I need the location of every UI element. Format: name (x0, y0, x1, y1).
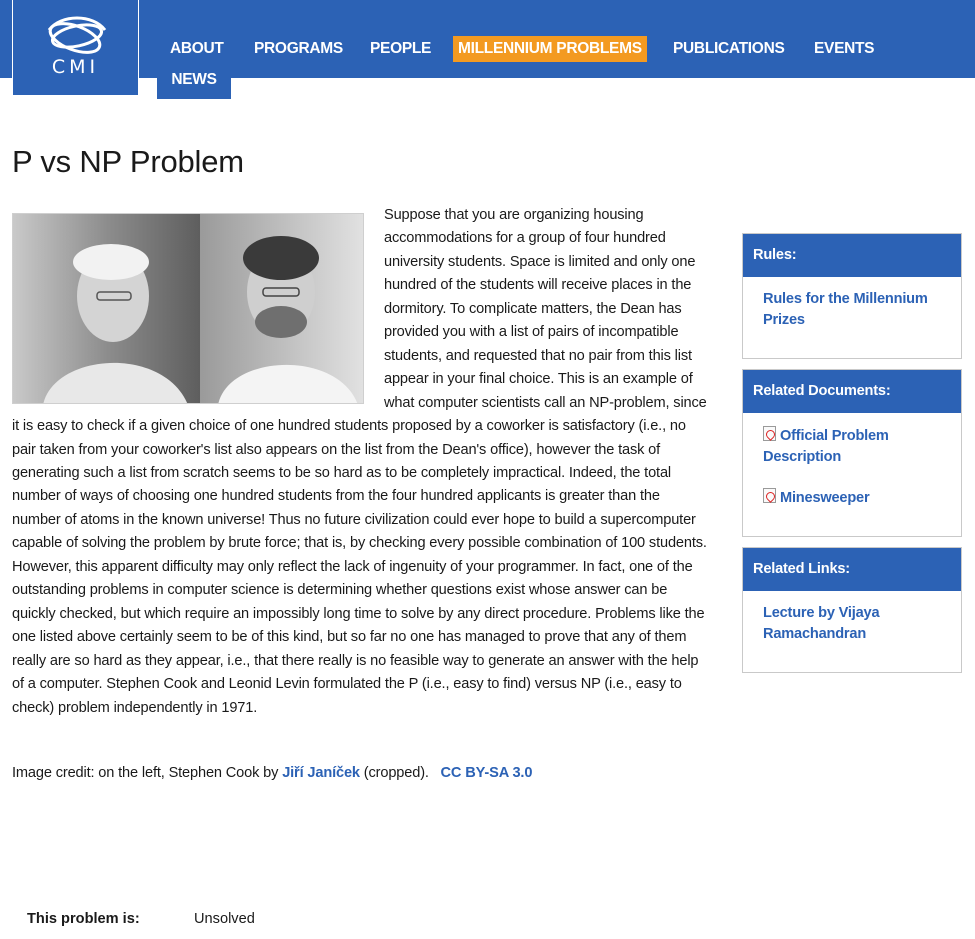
article-body (12, 204, 712, 720)
pdf-icon (763, 488, 776, 503)
cmi-logo-icon (13, 0, 138, 95)
document-item (763, 487, 951, 509)
logo-text: CMI (51, 56, 100, 78)
minesweeper-link[interactable]: Minesweeper (763, 487, 951, 509)
cmi-logo[interactable] (12, 0, 139, 96)
related-links-title: Related Links: (743, 548, 961, 591)
credit-middle: (cropped). (359, 765, 433, 781)
portrait-photo (12, 213, 364, 404)
rules-title: Rules: (743, 234, 961, 277)
related-documents-title: Related Documents: (743, 370, 961, 413)
page-title: P vs NP Problem (12, 144, 244, 179)
related-documents-block (742, 369, 962, 537)
nav-about[interactable]: ABOUT (170, 40, 224, 57)
portrait-image-icon (13, 214, 364, 404)
credit-author-link[interactable]: Jiří Janíček (282, 765, 360, 781)
lecture-link[interactable]: Lecture by Vijaya Ramachandran (763, 605, 880, 642)
credit-prefix: Image credit: on the left, Stephen Cook by (12, 765, 283, 781)
image-credit (12, 762, 532, 785)
nav-events[interactable]: EVENTS (814, 40, 875, 57)
article-text: Suppose that you are organizing housing accommodations for a group of four hundred university students. Space is limited and only one hundred of the students will receive places in the dormitory. To complicate matters, the Dean has provided you with a list of pairs of incompatible students, and requested that no pair from this list appear in your final choice. This is an example of what computer scientists call an NP-problem, since it is easy to check if a given choice of one hundred students proposed by a coworker is satisfactory (i.e., no pair taken from your coworker's list also appears on the list from the Dean's office), however the task of generating such a list from scratch seems to be so hard as to be completely impractical. Indeed, the total number of ways of choosing one hundred students from the four hundred applicants is greater than the number of atoms in the known universe! Thus no future civilization could ever hope to build a supercomputer capable of solving the problem by brute force; that is, by checking every possible combination of 100 students. However, this apparent difficulty may only reflect the lack of ingenuity of your programmer. In fact, one of the outstanding problems in computer science is determining whether questions exist whose answer can be quickly checked, but which require an impossibly long time to solve by any direct procedure. Problems like the one listed above certainly seem to be of this kind, but so far no one has managed to prove that any of them really are so hard as they appear, i.e., that there really is no feasible way to generate an answer with the help of a computer. Stephen Cook and Leonid Levin formulated the P (i.e., easy to find) versus NP (i.e., easy to check) problem independently in 1971. (12, 207, 707, 716)
nav-publications[interactable]: PUBLICATIONS (673, 40, 785, 57)
pdf-icon (763, 426, 776, 441)
nav-news[interactable]: NEWS (157, 64, 231, 99)
nav-programs[interactable]: PROGRAMS (254, 40, 343, 57)
nav-people[interactable]: PEOPLE (370, 40, 432, 57)
official-problem-description-link[interactable]: Official Problem Description (763, 428, 889, 465)
document-item (763, 425, 951, 467)
rules-block (742, 233, 962, 359)
status-value: Unsolved (194, 911, 255, 927)
status-label: This problem is: (27, 911, 140, 927)
related-links-block (742, 547, 962, 673)
rules-link[interactable]: Rules for the Millennium Prizes (763, 291, 928, 328)
license-link[interactable]: CC BY-SA 3.0 (440, 765, 533, 781)
nav-millennium-problems[interactable]: MILLENNIUM PROBLEMS (453, 36, 647, 62)
